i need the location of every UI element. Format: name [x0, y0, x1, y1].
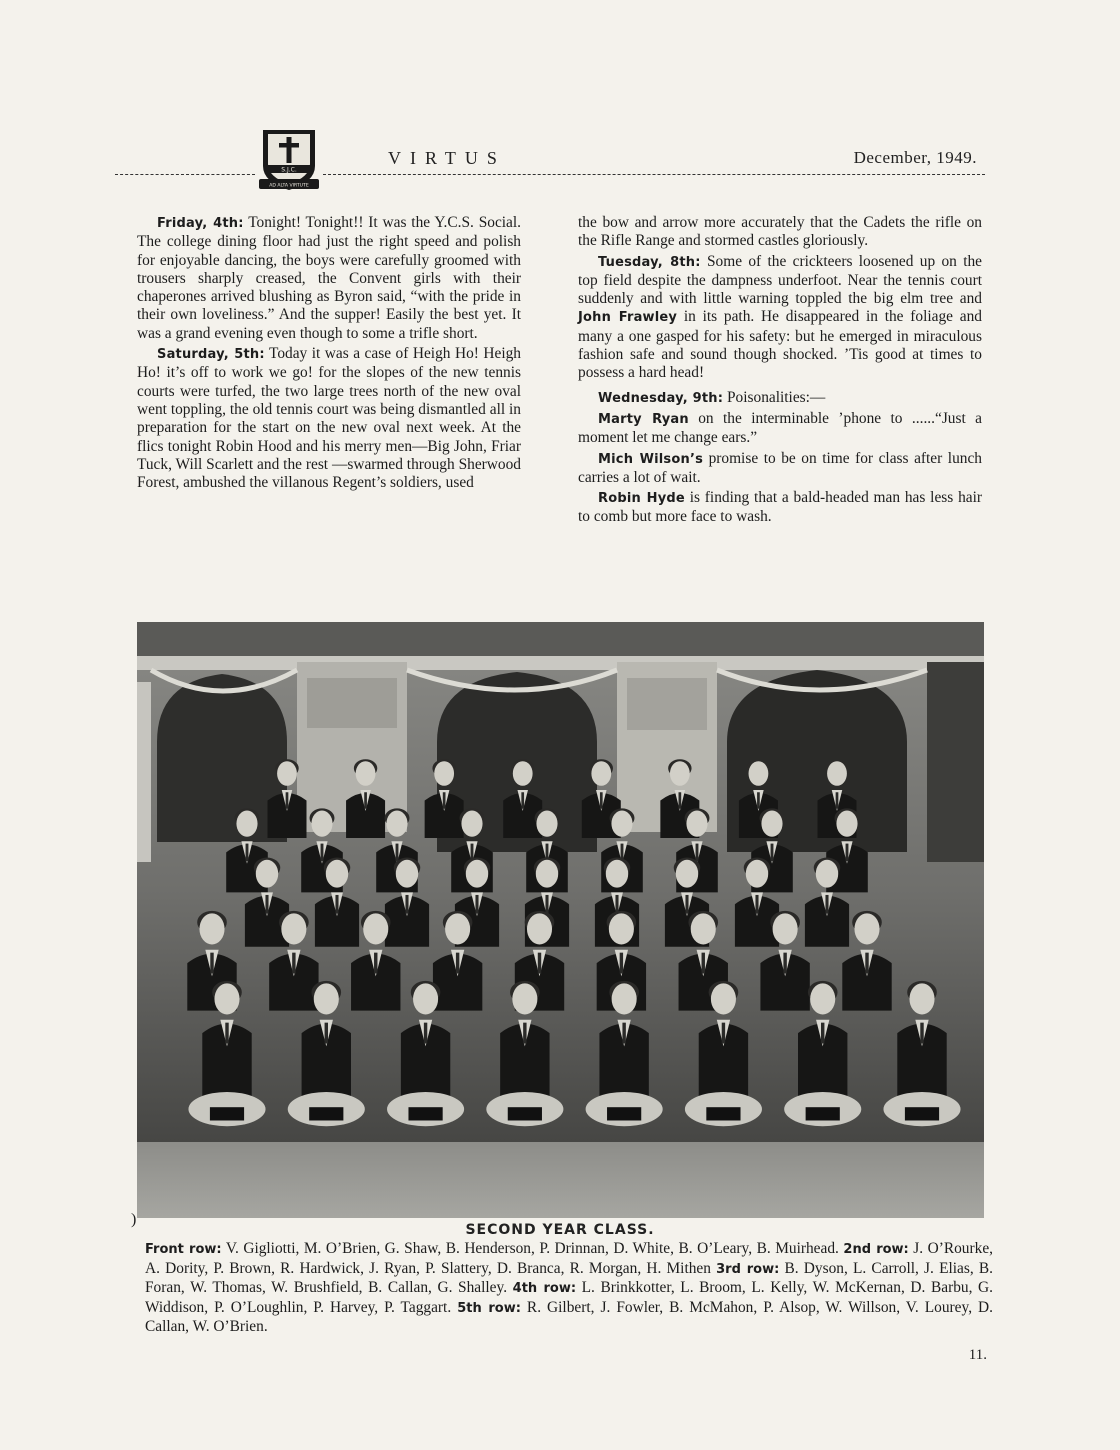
- entry-text: Today it was a case of Heigh Ho! Heigh Ho! it’s off to work we go! for the slopes of the new tennis courts were turfed, the two large trees north of the new oval went toppling, the old tennis court was being dismantled all in preparation for the start on the new oval next week. At the flics tonight Robin Hood and his merry men—Big John, Friar Tuck, Will Scarlett and the rest —swarmed through Sherwood Forest, ambushed the villanous Regent’s soldiers, used: [137, 345, 521, 492]
- page-header: [115, 124, 985, 194]
- photo-caption: [145, 1240, 993, 1337]
- poisonality-item: [578, 450, 982, 488]
- entry-text: Tonight! Tonight!! It was the Y.C.S. Social. The college dining floor had just the right speed and polish for enjoyable dancing, the boys were carefully groomed with trousers sharply creased, the Convent girls with their chaperones arrived blushing as Byron said, “with the pride in their own loveliness.” And the supper! Easily the best yet. It was a grand evening even though to some a trifle short.: [137, 214, 522, 342]
- entry-text: is finding that a bald-headed man has less hair to comb but more face to wash.: [578, 489, 982, 526]
- header-rule-right: [323, 174, 985, 175]
- caption-row: [145, 1240, 843, 1257]
- entry-friday: [137, 214, 521, 343]
- caption-row-names: B. Dyson, L. Carroll, J. Elias, B. Foran, W. Thomas, W. Brushfield, B. Callan, G. Shalley.: [145, 1259, 993, 1297]
- poisonality-item: [578, 410, 982, 448]
- left-column: [137, 214, 521, 494]
- magazine-title: VIRTUS: [388, 148, 506, 168]
- caption-row-label: Front row:: [145, 1242, 222, 1257]
- caption-row-label: 3rd row:: [716, 1261, 780, 1277]
- caption-row-names: R. Gilbert, J. Fowler, B. McMahon, P. Alsop, W. Willson, V. Lourey, D. Callan, W. O’Brien.: [145, 1298, 994, 1336]
- entry-continuation: the bow and arrow more accurately that the Cadets the rifle on the Rifle Range and stormed castles gloriously.: [578, 214, 982, 250]
- entry-saturday: [137, 345, 521, 492]
- entry-text: on the interminable ’phone to ......“Just a moment let me change ears.”: [578, 409, 982, 447]
- photo-caption-title: SECOND YEAR CLASS.: [465, 1222, 655, 1238]
- person-name: Mich Wilson’s: [598, 451, 704, 467]
- poisonality-item: [578, 489, 982, 527]
- issue-date: December, 1949.: [853, 148, 977, 167]
- college-crest-icon: [257, 126, 321, 192]
- entry-text: Some of the crickteers loosened up on the top field despite the dampness underfoot. Near the tennis court suddenly and with little warning toppled the big elm tree and: [578, 252, 982, 308]
- margin-mark: ): [131, 1211, 137, 1228]
- person-name: Robin Hyde: [598, 491, 685, 507]
- entry-tuesday: [578, 253, 982, 383]
- caption-row-names: J. O’Rourke, A. Dority, P. Brown, R. Hardwick, J. Ryan, P. Slattery, D. Branca, R. Morgan, H. Mithen: [145, 1240, 993, 1277]
- crest-initials: S.J.C.: [281, 166, 297, 174]
- person-name: John Frawley: [578, 310, 678, 326]
- caption-row-label: 4th row:: [512, 1281, 577, 1297]
- right-column: [578, 214, 982, 529]
- entry-text: in its path. He disappeared in the foliage and many a one gasped for his safety: but he emerged in miraculous fashion safe and sound though shocked. ’Tis good at times to possess a hard head!: [578, 308, 982, 382]
- entry-text: Poisonalities:—: [723, 388, 826, 406]
- caption-row-label: 5th row:: [457, 1300, 521, 1316]
- header-rule-left: [115, 174, 255, 175]
- entry-wednesday: [578, 389, 982, 408]
- photo-ground: [137, 1142, 984, 1218]
- entry-label: Saturday, 5th:: [157, 347, 265, 363]
- entry-label: Friday, 4th:: [157, 216, 244, 231]
- entry-label: Wednesday, 9th:: [598, 390, 724, 406]
- page-number: 11.: [968, 1347, 987, 1363]
- caption-row-names: V. Gigliotti, M. O’Brien, G. Shaw, B. Henderson, P. Drinnan, D. White, B. O’Leary, B. Muirhead.: [221, 1240, 844, 1257]
- crest-motto: AD ALTA VIRTUTE: [269, 183, 309, 189]
- person-name: Marty Ryan: [598, 411, 689, 427]
- entry-label: Tuesday, 8th:: [598, 254, 701, 270]
- caption-row-names: L. Brinkkotter, L. Broom, L. Kelly, W. McKernan, D. Barbu, G. Widdison, P. O’Loughlin, P. Harvey, P. Taggart.: [145, 1279, 994, 1316]
- class-photo-image: [137, 622, 984, 1218]
- entry-text: promise to be on time for class after lunch carries a lot of wait.: [578, 449, 982, 486]
- caption-row-label: 2nd row:: [843, 1242, 909, 1257]
- class-photo: [137, 622, 984, 1218]
